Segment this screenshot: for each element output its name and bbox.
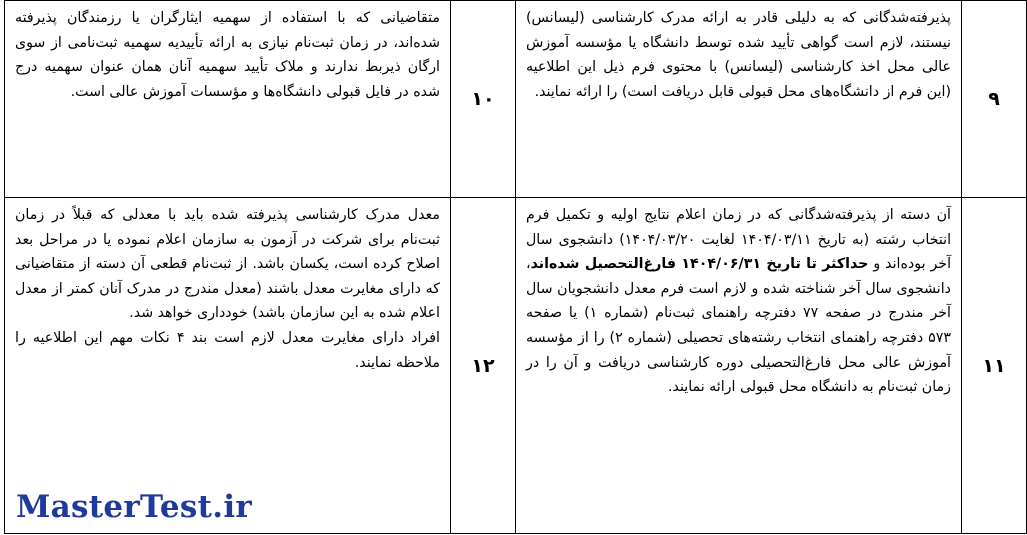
cell-paragraph: متقاضیانی که با استفاده از سهمیه ایثارگران یا رزمندگان پذیرفته شده‌اند، در زمان ثبت‌نام نیازی به ارائه تأییدیه سهمیه ثبت‌نامی از سوی ارگان ذیربط ندارند و ملاک تأیید سهمیه آنان همان عنوان سهمیه درج شده در فایل قبولی دانشگاه‌ها و مؤسسات آموزش عالی است.	[15, 10, 440, 100]
info-table	[4, 0, 1027, 534]
watermark-logo: MasterTest.ir	[16, 489, 253, 525]
cell-paragraph: معدل مدرک کارشناسی پذیرفته شده باید با معدلی که قبلاً در زمان ثبت‌نام برای شرکت در آزمون به سازمان اعلام نموده یا در مراحل بعد اصلاح کرده است، یکسان باشد. از ثبت‌نام قطعی آن دسته از متقاضیانی که دارای مغایرت معدل باشند (معدل مندرج در مدرک آنان کمتر از معدل اعلام شده به این سازمان باشد) خودداری خواهد شد.	[15, 207, 440, 322]
table-cell-text	[516, 198, 962, 534]
cell-paragraph: افراد دارای مغایرت معدل لازم است بند ۴ نکات مهم این اطلاعیه را ملاحظه نمایند.	[15, 329, 440, 371]
table-row	[5, 1, 1027, 198]
row-number: ۱۰	[451, 1, 516, 198]
row-number: ۱۱	[962, 198, 1027, 534]
row-number: ۹	[962, 1, 1027, 198]
table-cell-text	[5, 1, 451, 198]
table-row	[5, 198, 1027, 534]
cell-text-part: ، دانشجوی سال آخر شناخته شده و لازم است فرم معدل دانشجویان سال آخر مندرج در صفحه ۷۷ دفترچه راهنمای ثبت‌نام (شماره ۱) یا صفحه ۵۷۳ دفترچه راهنمای انتخاب رشته‌های تحصیلی (شماره ۲) را از مؤسسه آموزش عالی محل فارغ‌التحصیلی دوره کارشناسی دریافت و آن را در زمان ثبت‌نام به دانشگاه محل قبولی ارائه نمایند.	[526, 256, 951, 396]
table-cell-text	[5, 198, 451, 534]
cell-paragraph	[526, 203, 951, 400]
cell-text-part: آن دسته از پذیرفته‌شدگانی که در زمان اعلام نتایج اولیه و تکمیل فرم انتخاب رشته (به تاریخ ۱۴۰۴/۰۳/۱۱ لغایت ۱۴۰۴/۰۳/۲۰) دانشجوی سال آخر بوده‌اند و	[526, 207, 952, 273]
row-number: ۱۲	[451, 198, 516, 534]
table-cell-text	[516, 1, 962, 198]
cell-paragraph: پذیرفته‌شدگانی که به دلیلی قادر به ارائه مدرک کارشناسی (لیسانس) نیستند، لازم است گواهی تأیید شده توسط دانشگاه یا مؤسسه آموزش عالی محل اخذ کارشناسی (لیسانس) با محتوی فرم ذیل این اطلاعیه (این فرم از دانشگاه‌های محل قبولی قابل دریافت است) را ارائه نمایند.	[526, 10, 951, 100]
cell-text-bold: حداکثر تا تاریخ ۱۴۰۴/۰۶/۳۱ فارغ‌التحصیل شده‌اند	[530, 256, 869, 273]
